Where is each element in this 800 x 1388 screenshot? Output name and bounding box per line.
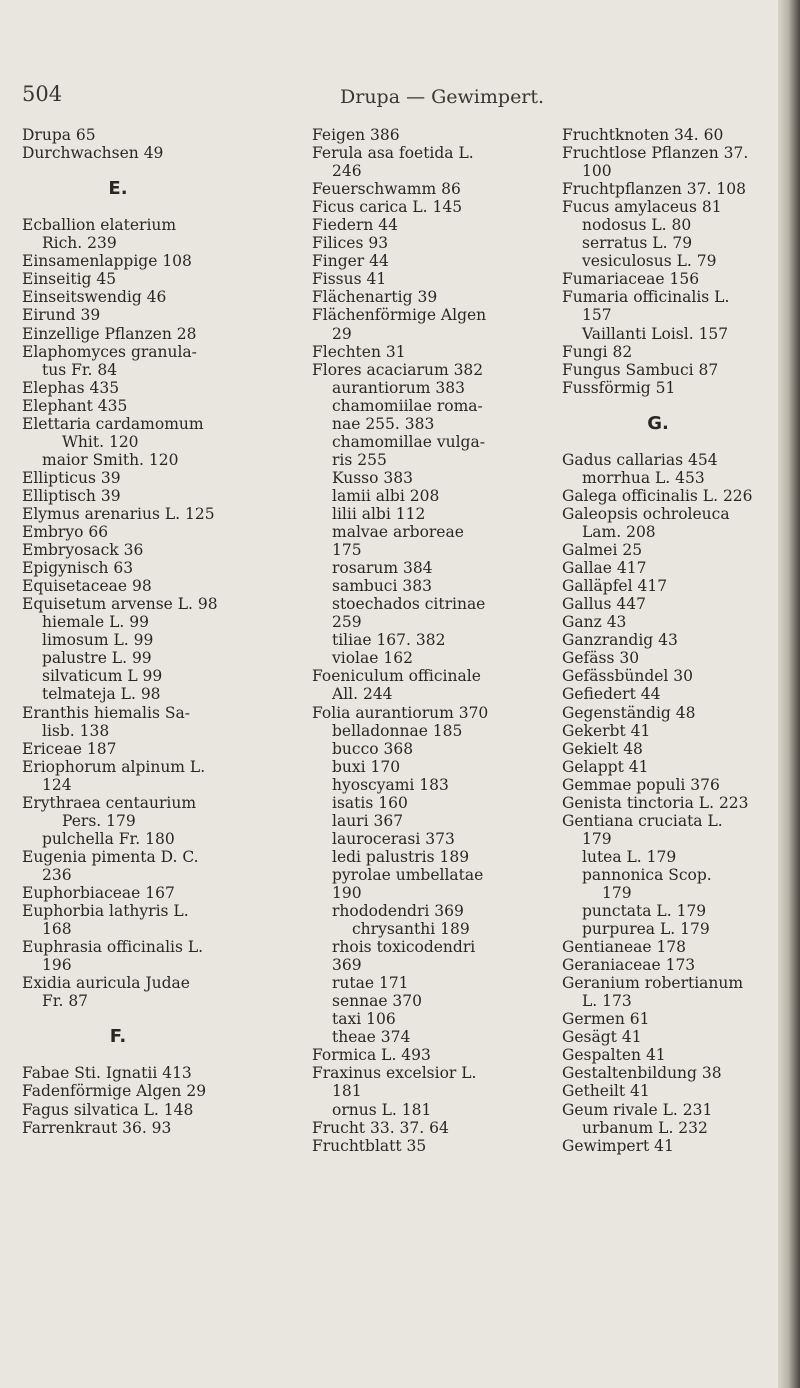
- index-entry: 179: [602, 883, 632, 902]
- index-entry: Euphorbiaceae 167: [22, 883, 175, 902]
- index-column-3: [562, 126, 794, 1155]
- index-entry: Galmei 25: [562, 541, 643, 560]
- index-entry: Geum rivale L. 231: [562, 1100, 713, 1119]
- index-entry: Galega officinalis L. 226: [562, 486, 753, 505]
- index-entry: tiliae 167. 382: [332, 631, 446, 650]
- index-entry: Fr. 87: [42, 992, 89, 1011]
- index-entry: Gadus callarias 454: [562, 450, 718, 469]
- index-entry: 168: [42, 920, 72, 939]
- index-entry: punctata L. 179: [582, 902, 707, 921]
- index-entry: buxi 170: [332, 757, 401, 776]
- index-entry: Ficus carica L. 145: [312, 198, 463, 217]
- index-entry: Elaphomyces granula-: [22, 342, 197, 361]
- index-entry: morrhua L. 453: [582, 468, 705, 487]
- index-entry: Embryo 66: [22, 523, 109, 542]
- index-entry: 29: [332, 324, 352, 343]
- index-entry: Embryosack 36: [22, 541, 144, 560]
- index-entry: 181: [332, 1082, 362, 1101]
- index-entry: pulchella Fr. 180: [42, 829, 175, 848]
- index-entry: Elephant 435: [22, 396, 128, 415]
- index-entry: Durchwachsen 49: [22, 144, 164, 163]
- index-entry: Galeopsis ochroleuca: [562, 504, 730, 523]
- index-entry: Flächenartig 39: [312, 288, 438, 307]
- index-entry: Fruchtpflanzen 37. 108: [562, 180, 746, 199]
- index-entry: sennae 370: [332, 992, 423, 1011]
- index-entry: chrysanthi 189: [352, 920, 470, 939]
- index-entry: Gefässbündel 30: [562, 667, 694, 686]
- index-entry: Folia aurantiorum 370: [312, 703, 489, 722]
- index-entry: Eriophorum alpinum L.: [22, 757, 206, 776]
- index-entry: limosum L. 99: [42, 631, 154, 650]
- index-entry: Foeniculum officinale: [312, 667, 481, 686]
- index-entry: Flores acaciarum 382: [312, 360, 484, 379]
- index-entry: purpurea L. 179: [582, 920, 710, 939]
- index-entry: Gespalten 41: [562, 1046, 666, 1065]
- index-entry: laurocerasi 373: [332, 829, 455, 848]
- index-entry: Geranium robertianum: [562, 974, 744, 993]
- index-entry: taxi 106: [332, 1010, 396, 1029]
- index-entry: 100: [582, 162, 612, 181]
- index-entry: Whit. 120: [62, 432, 139, 451]
- index-entry: Feuerschwamm 86: [312, 180, 461, 199]
- index-entry: Erythraea centaurium: [22, 793, 197, 812]
- index-entry: Ferula asa foetida L.: [312, 144, 474, 163]
- index-entry: maior Smith. 120: [42, 450, 179, 469]
- index-entry: Fraxinus excelsior L.: [312, 1064, 477, 1083]
- index-entry: Getheilt 41: [562, 1082, 650, 1101]
- index-entry: lamii albi 208: [332, 486, 440, 505]
- index-entry: Gefiedert 44: [562, 685, 661, 704]
- index-entry: Fabae Sti. Ignatii 413: [22, 1064, 192, 1083]
- index-entry: vesiculosus L. 79: [582, 252, 717, 271]
- index-entry: rutae 171: [332, 974, 409, 993]
- index-entry: ris 255: [332, 450, 387, 469]
- page-number: 504: [22, 82, 63, 106]
- index-entry: Fucus amylaceus 81: [562, 198, 722, 217]
- index-entry: Ganzrandig 43: [562, 631, 678, 650]
- index-entry: All. 244: [332, 685, 393, 704]
- index-entry: Gegenständig 48: [562, 703, 696, 722]
- index-entry: pyrolae umbellatae: [332, 865, 484, 884]
- index-entry: Ellipticus 39: [22, 468, 121, 487]
- spacer: [22, 1010, 254, 1028]
- index-entry: urbanum L. 232: [582, 1118, 708, 1137]
- running-title: Drupa — Gewimpert.: [340, 86, 545, 108]
- index-entry: Einzellige Pflanzen 28: [22, 324, 197, 343]
- index-entry: bucco 368: [332, 739, 414, 758]
- index-entry: Equisetum arvense L. 98: [22, 595, 218, 614]
- index-entry: Gekielt 48: [562, 739, 643, 758]
- index-entry: lauri 367: [332, 811, 404, 830]
- index-entry: Gefäss 30: [562, 649, 640, 668]
- index-entry: isatis 160: [332, 793, 408, 812]
- index-column-1: [22, 126, 254, 1137]
- index-entry: stoechados citrinae: [332, 595, 486, 614]
- index-entry: Gewimpert 41: [562, 1136, 674, 1155]
- spacer: [562, 433, 794, 451]
- index-entry: Fumaria officinalis L.: [562, 288, 730, 307]
- index-entry: lutea L. 179: [582, 847, 677, 866]
- index-entry: Euphorbia lathyris L.: [22, 902, 189, 921]
- index-entry: Rich. 239: [42, 234, 117, 253]
- index-entry: tus Fr. 84: [42, 360, 118, 379]
- index-entry: 196: [42, 956, 72, 975]
- index-entry: nodosus L. 80: [582, 216, 692, 235]
- index-entry: silvaticum L 99: [42, 667, 163, 686]
- index-entry: Fungi 82: [562, 342, 633, 361]
- index-entry: Euphrasia officinalis L.: [22, 938, 204, 957]
- index-entry: Drupa 65: [22, 126, 96, 144]
- index-entry: Gemmae populi 376: [562, 775, 720, 794]
- index-column-2: [312, 126, 544, 1155]
- index-entry: chamomiilae roma-: [332, 396, 483, 415]
- index-entry: Fadenförmige Algen 29: [22, 1082, 207, 1101]
- index-entry: Ecballion elaterium: [22, 216, 177, 235]
- index-entry: Eugenia pimenta D. C.: [22, 847, 199, 866]
- index-entry: chamomillae vulga-: [332, 432, 485, 451]
- index-entry: Gesägt 41: [562, 1028, 642, 1047]
- index-entry: malvae arboreae: [332, 523, 464, 542]
- index-entry: Fussförmig 51: [562, 378, 676, 397]
- index-entry: Einseitig 45: [22, 270, 117, 289]
- index-entry: 236: [42, 865, 72, 884]
- section-letter: G.: [647, 412, 669, 434]
- page-header: [0, 82, 800, 112]
- index-entry: Elephas 435: [22, 378, 120, 397]
- index-entry: Flächenförmige Algen: [312, 306, 487, 325]
- spacer: [22, 1046, 254, 1064]
- index-entry: Fissus 41: [312, 270, 387, 289]
- index-entry: Eirund 39: [22, 306, 101, 325]
- index-entry: nae 255. 383: [332, 414, 435, 433]
- index-entry: telmateja L. 98: [42, 685, 161, 704]
- index-entry: 369: [332, 956, 362, 975]
- index-entry: 175: [332, 541, 362, 560]
- index-entry: Germen 61: [562, 1010, 650, 1029]
- index-entry: Fungus Sambuci 87: [562, 360, 719, 379]
- index-entry: Pers. 179: [62, 811, 136, 830]
- index-entry: Elliptisch 39: [22, 486, 121, 505]
- index-entry: Finger 44: [312, 252, 389, 271]
- index-entry: Gekerbt 41: [562, 721, 651, 740]
- index-entry: Gestaltenbildung 38: [562, 1064, 722, 1083]
- index-entry: Geraniaceae 173: [562, 956, 696, 975]
- index-entry: Farrenkraut 36. 93: [22, 1118, 172, 1137]
- index-entry: serratus L. 79: [582, 234, 693, 253]
- index-entry: Gallae 417: [562, 559, 647, 578]
- index-entry: Kusso 383: [332, 468, 413, 487]
- section-letter: E.: [108, 178, 128, 200]
- index-entry: rhois toxicodendri: [332, 938, 476, 957]
- index-entry: aurantiorum 383: [332, 378, 465, 397]
- index-entry: Gentianeae 178: [562, 938, 687, 957]
- index-entry: Galläpfel 417: [562, 577, 668, 596]
- index-entry: L. 173: [582, 992, 632, 1011]
- index-entry: Formica L. 493: [312, 1046, 431, 1065]
- index-entry: Fruchtlose Pflanzen 37.: [562, 144, 749, 163]
- index-entry: Ganz 43: [562, 613, 627, 632]
- index-entry: Fruchtblatt 35: [312, 1136, 427, 1155]
- index-entry: pannonica Scop.: [582, 865, 712, 884]
- index-entry: Genista tinctoria L. 223: [562, 793, 749, 812]
- section-letter: F.: [109, 1026, 127, 1048]
- index-entry: hyoscyami 183: [332, 775, 449, 794]
- index-entry: Ericeae 187: [22, 739, 117, 758]
- index-entry: Filices 93: [312, 234, 389, 253]
- index-entry: Feigen 386: [312, 126, 400, 144]
- index-entry: Einsamenlappige 108: [22, 252, 192, 271]
- index-entry: rhododendri 369: [332, 902, 464, 921]
- index-entry: Equisetaceae 98: [22, 577, 152, 596]
- index-entry: 246: [332, 162, 362, 181]
- index-entry: Eranthis hiemalis Sa-: [22, 703, 190, 722]
- index-entry: theae 374: [332, 1028, 411, 1047]
- index-entry: Flechten 31: [312, 342, 406, 361]
- index-entry: Elymus arenarius L. 125: [22, 504, 215, 523]
- index-entry: sambuci 383: [332, 577, 432, 596]
- index-entry: Fumariaceae 156: [562, 270, 700, 289]
- index-entry: Fagus silvatica L. 148: [22, 1100, 194, 1119]
- index-entry: palustre L. 99: [42, 649, 152, 668]
- spacer: [22, 198, 254, 216]
- index-entry: Fruchtknoten 34. 60: [562, 126, 724, 144]
- spacer: [22, 162, 254, 180]
- spacer: [562, 397, 794, 415]
- index-entry: Einseitswendig 46: [22, 288, 167, 307]
- index-entry: Fiedern 44: [312, 216, 399, 235]
- index-entry: lilii albi 112: [332, 504, 426, 523]
- index-entry: belladonnae 185: [332, 721, 463, 740]
- index-entry: 190: [332, 883, 362, 902]
- index-entry: 124: [42, 775, 72, 794]
- index-entry: Lam. 208: [582, 523, 656, 542]
- index-entry: Epigynisch 63: [22, 559, 134, 578]
- index-entry: Vaillanti Loisl. 157: [582, 324, 729, 343]
- index-entry: Gallus 447: [562, 595, 646, 614]
- index-entry: Gelappt 41: [562, 757, 649, 776]
- index-entry: 157: [582, 306, 612, 325]
- index-entry: Exidia auricula Judae: [22, 974, 190, 993]
- index-entry: 259: [332, 613, 362, 632]
- index-entry: lisb. 138: [42, 721, 110, 740]
- index-entry: violae 162: [332, 649, 413, 668]
- index-entry: Frucht 33. 37. 64: [312, 1118, 449, 1137]
- index-entry: Gentiana cruciata L.: [562, 811, 723, 830]
- index-entry: ledi palustris 189: [332, 847, 470, 866]
- index-entry: rosarum 384: [332, 559, 433, 578]
- index-entry: Elettaria cardamomum: [22, 414, 204, 433]
- index-entry: 179: [582, 829, 612, 848]
- index-entry: hiemale L. 99: [42, 613, 149, 632]
- index-entry: ornus L. 181: [332, 1100, 432, 1119]
